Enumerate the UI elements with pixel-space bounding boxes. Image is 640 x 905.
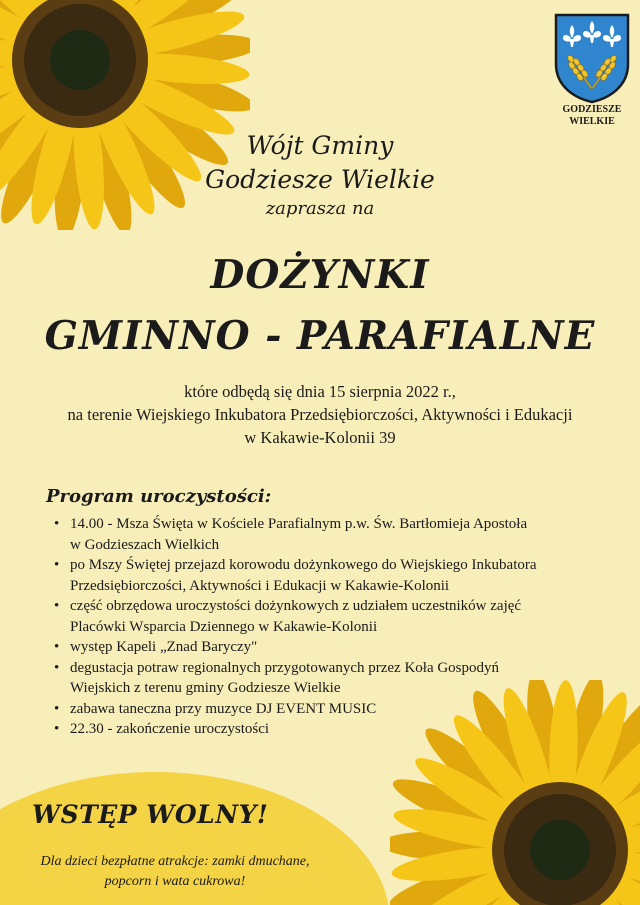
program-heading: Program uroczystości: (46, 486, 272, 507)
program-item (52, 555, 597, 596)
program-item-line: • występ Kapeli „Znad Baryczy" (70, 639, 258, 655)
program-item-line: • część obrzędowa uroczystości dożynkowych z udziałem uczestników zajęć (70, 598, 522, 614)
program-item (52, 596, 597, 637)
host-line-1: Wójt Gminy (246, 131, 394, 160)
program-item (52, 658, 597, 699)
event-info-venue: na terenie Wiejskiego Inkubatora Przedsiębiorczości, Aktywności i Edukacji (67, 405, 573, 424)
invite-text: zaprasza na (265, 198, 375, 219)
program-item-line: • degustacja potraw regionalnych przygotowanych przez Koła Gospodyń (70, 659, 500, 676)
kids-attractions-line1: Dla dzieci bezpłatne atrakcje: zamki dmuchane, (40, 854, 310, 869)
program-item-line: Przedsiębiorczości, Aktywności i Edukacji w Kakawie-Kolonii (70, 577, 450, 594)
crest-caption (540, 104, 640, 128)
program-item (52, 637, 597, 658)
program-item-line: w Godzieszach Wielkich (70, 536, 220, 553)
event-title-line-1: DOŻYNKI (210, 252, 430, 298)
event-info-address: w Kakawie-Kolonii 39 (244, 428, 396, 447)
program-item-line: Wiejskich z terenu gminy Godziesze Wielkie (70, 680, 341, 696)
event-title-line-2: GMINNO - PARAFIALNE (44, 313, 596, 359)
event-info-date: które odbędą się dnia 15 sierpnia 2022 r., (184, 382, 456, 401)
program-item-line: • 14.00 - Msza Święta w Kościele Parafialnym p.w. Św. Bartłomieja Apostoła (70, 516, 528, 532)
kids-attractions (10, 852, 340, 892)
program-item-line: • 22.30 - zakończenie uroczystości (70, 721, 270, 737)
program-item (52, 699, 597, 720)
host-line-2: Godziesze Wielkie (205, 165, 435, 194)
flower-inner (50, 30, 110, 90)
kids-attractions-line2: popcorn i wata cukrowa! (104, 874, 246, 889)
program-item (52, 514, 597, 555)
program-item-line: • zabawa taneczna przy muzyce DJ EVENT MUSIC (70, 700, 377, 717)
event-info (0, 380, 640, 449)
flower-inner (530, 820, 590, 880)
coat-of-arms-icon (552, 12, 632, 104)
program-item-line: Placówki Wsparcia Dziennego w Kakawie-Kolonii (70, 618, 378, 635)
program-item (52, 719, 597, 740)
crest-name-line1: GODZIESZE (562, 104, 622, 115)
program-item-line: • po Mszy Świętej przejazd korowodu dożynkowego do Wiejskiego Inkubatora (70, 557, 537, 573)
crest-name-line2: WIELKIE (569, 116, 615, 127)
free-entry-text: WSTĘP WOLNY! (32, 800, 269, 829)
program-list (52, 514, 597, 740)
